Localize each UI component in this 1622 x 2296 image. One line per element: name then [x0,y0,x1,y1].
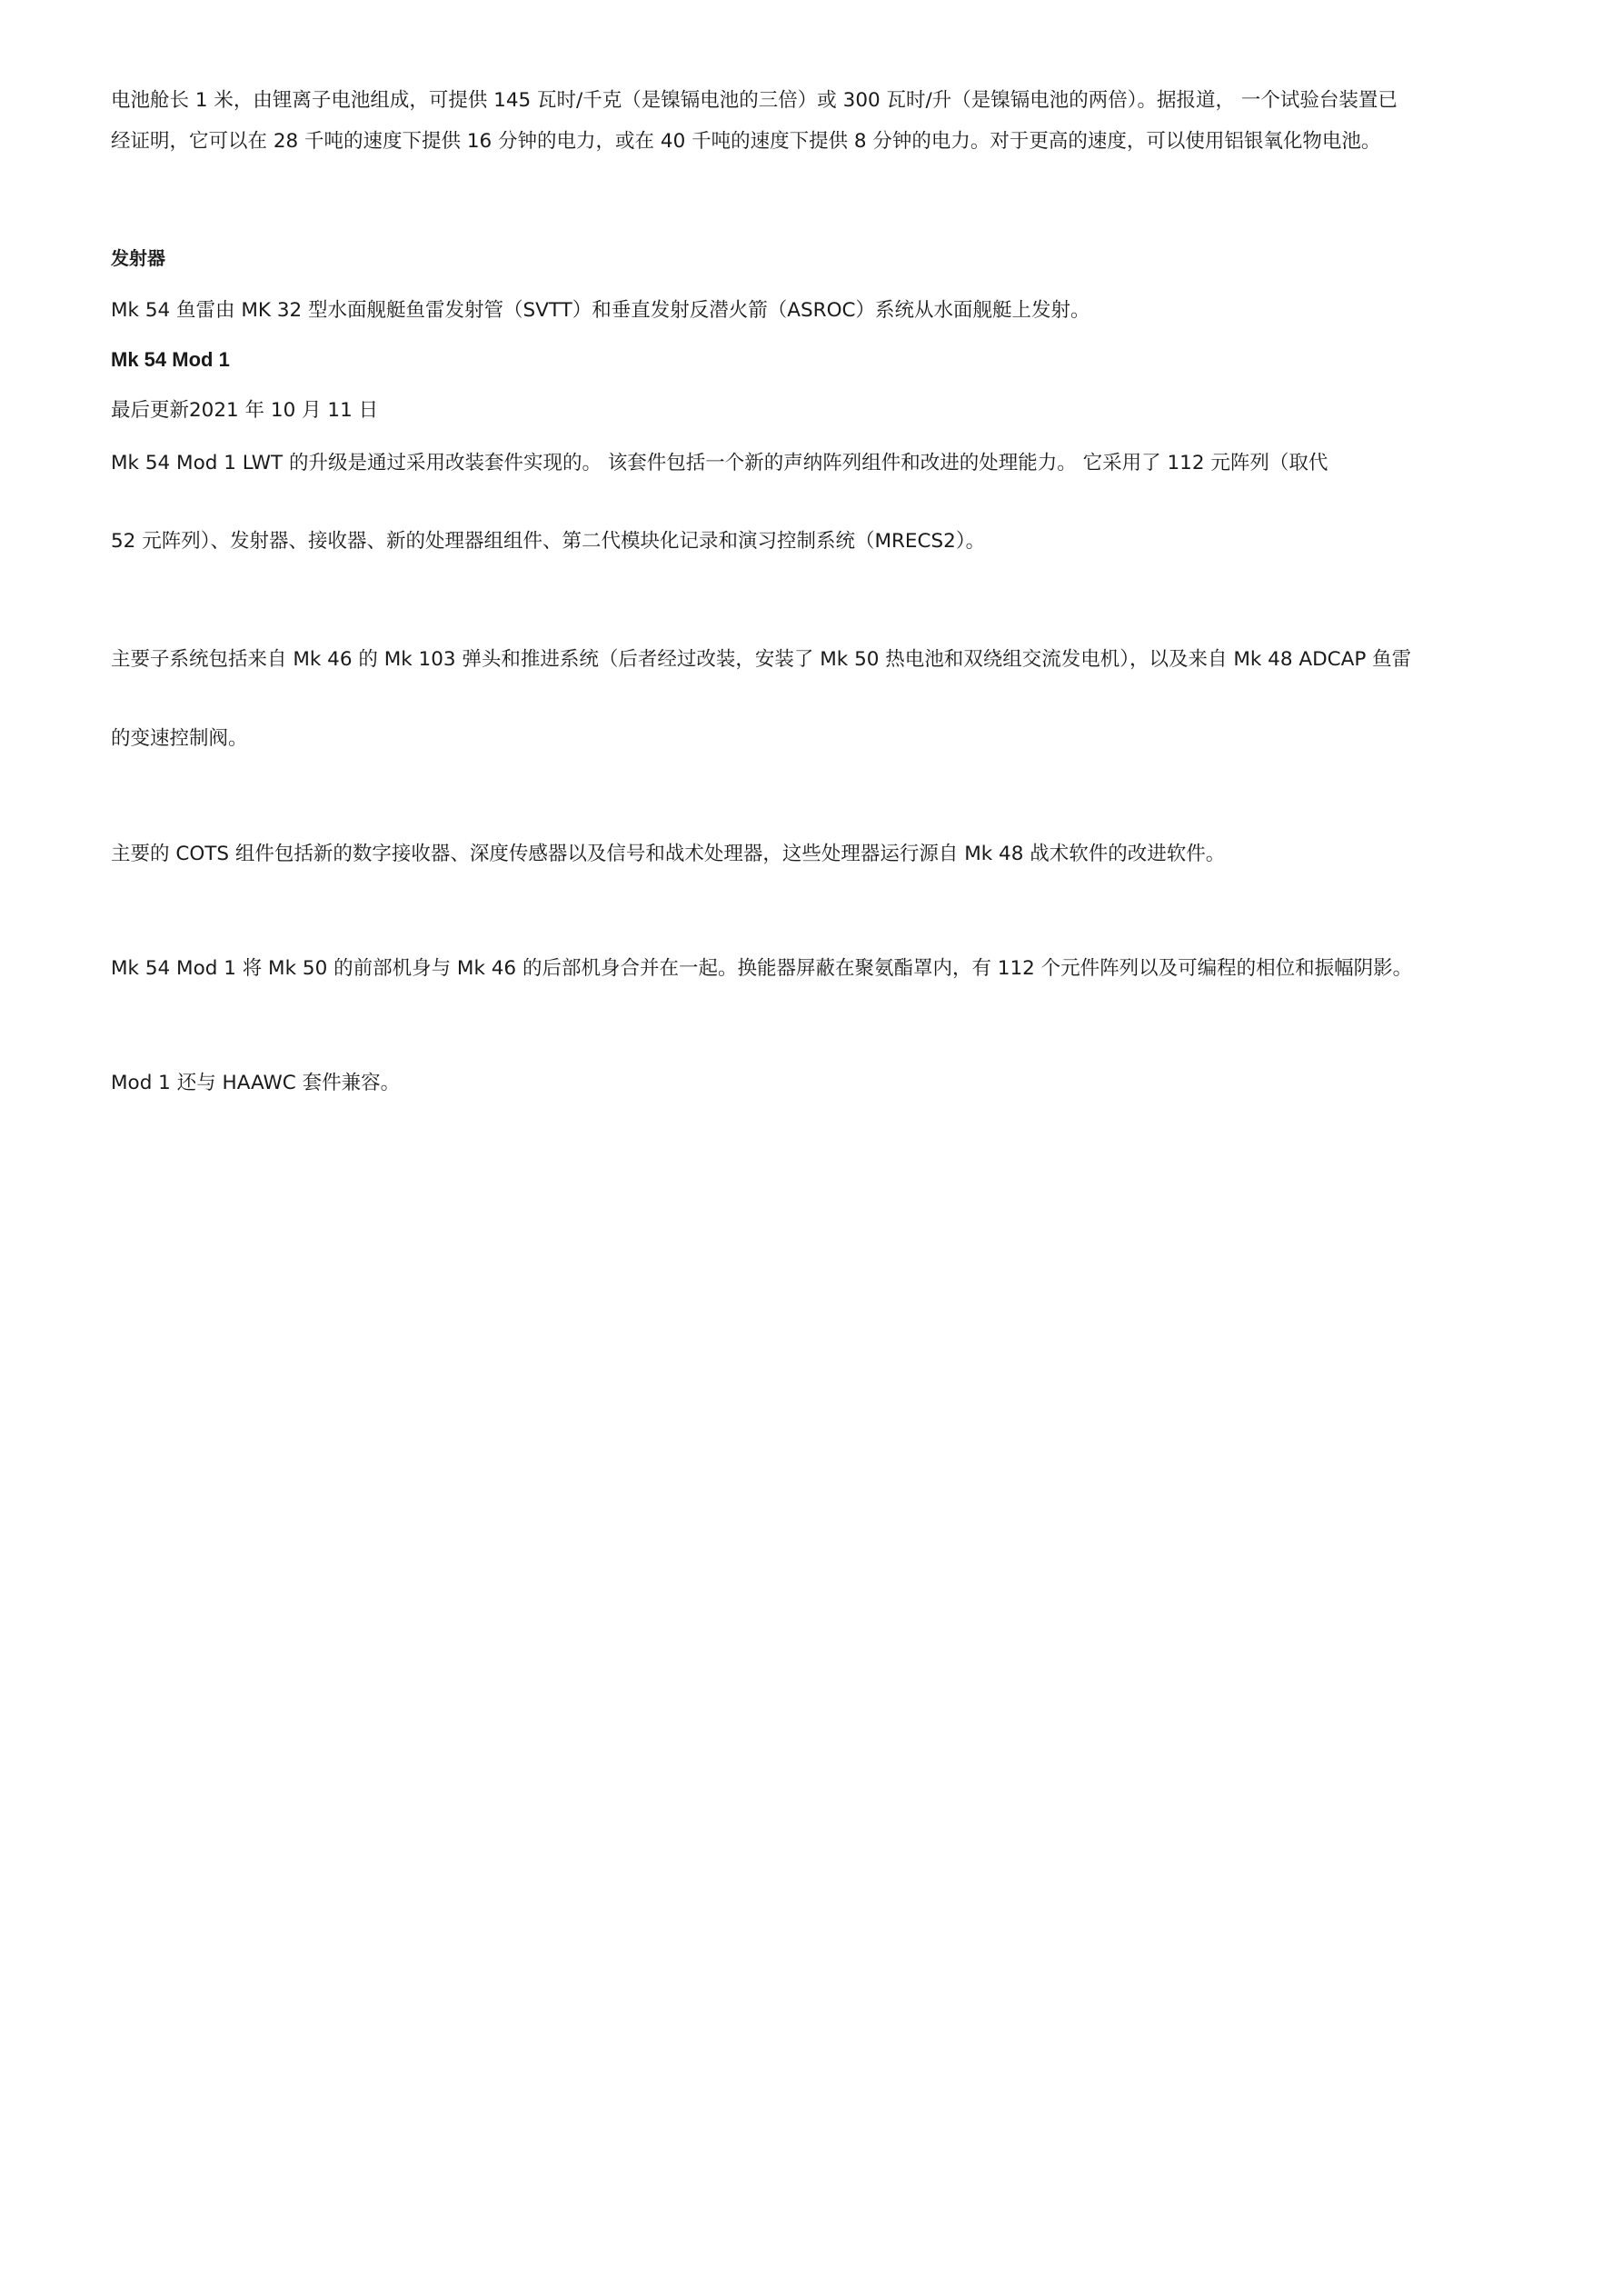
fuselage-paragraph: Mk 54 Mod 1 将 Mk 50 的前部机身与 Mk 46 的后部机身合并在一起。换能器屏蔽在聚氨酯罩内，有 112 个元件阵列以及可编程的相位和振幅阴影。 [111,957,1413,980]
subsystems-paragraph-line-2: 的变速控制阀。 [111,727,248,750]
mod1-upgrade-paragraph-line-1: Mk 54 Mod 1 LWT 的升级是通过采用改装套件实现的。 该套件包括一个新的声纳阵列组件和改进的处理能力。 它采用了 112 元阵列（取代 [111,452,1328,474]
battery-paragraph-line-1: 电池舱长 1 米，由锂离子电池组成，可提供 145 瓦时/千克（是镍镉电池的三倍）或 300 瓦时/升（是镍镉电池的两倍）。据报道， 一个试验台装置已 [111,89,1398,112]
launcher-heading: 发射器 [111,247,165,269]
cots-paragraph: 主要的 COTS 组件包括新的数字接收器、深度传感器以及信号和战术处理器，这些处理器运行源自 Mk 48 战术软件的改进软件。 [111,843,1226,865]
subsystems-paragraph-line-1: 主要子系统包括来自 Mk 46 的 Mk 103 弹头和推进系统（后者经过改装，安装了 Mk 50 热电池和双绕组交流发电机），以及来自 Mk 48 ADCAP 鱼雷 [111,648,1412,671]
battery-paragraph-line-2: 经证明，它可以在 28 千吨的速度下提供 16 分钟的电力，或在 40 千吨的速度下提供 8 分钟的电力。对于更高的速度，可以使用铝银氧化物电池。 [111,130,1381,153]
mod1-heading: Mk 54 Mod 1 [111,348,230,371]
haawc-paragraph: Mod 1 还与 HAAWC 套件兼容。 [111,1072,401,1094]
mod1-upgrade-paragraph-line-2: 52 元阵列）、发射器、接收器、新的处理器组组件、第二代模块化记录和演习控制系统（MRECS2）。 [111,530,986,553]
last-updated-text: 最后更新2021 年 10 月 11 日 [111,399,379,422]
launcher-paragraph: Mk 54 鱼雷由 MK 32 型水面舰艇鱼雷发射管（SVTT）和垂直发射反潜火箭（ASROC）系统从水面舰艇上发射。 [111,299,1090,322]
